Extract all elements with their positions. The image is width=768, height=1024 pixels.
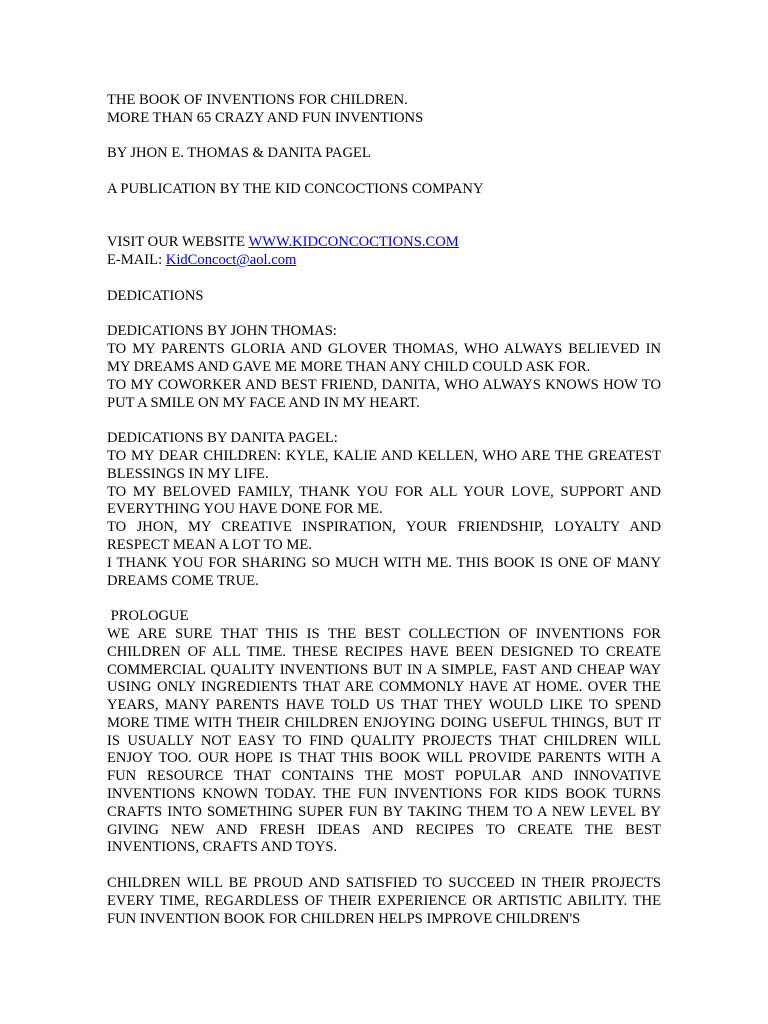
email-link[interactable]: KidConcoct@aol.com bbox=[165, 252, 297, 269]
dedication-paragraph: TO MY DEAR CHILDREN: KYLE, KALIE AND KELLEN, WHO ARE THE GREATEST BLESSINGS IN MY LIFE. bbox=[107, 447, 661, 482]
dedication-paragraph: TO MY BELOVED FAMILY, THANK YOU FOR ALL YOUR LOVE, SUPPORT AND EVERYTHING YOU HAVE DONE FOR ME. bbox=[107, 483, 661, 518]
prologue-paragraph: CHILDREN WILL BE PROUD AND SATISFIED TO SUCCEED IN THEIR PROJECTS EVERY TIME, REGARDLESS OF THEIR EXPERIENCE OR ARTISTIC ABILITY. THE FUN INVENTION BOOK FOR CHILDREN HELPS IMPROVE CHILDREN'S bbox=[107, 875, 661, 927]
book-title-line-1: THE BOOK OF INVENTIONS FOR CHILDREN. bbox=[107, 92, 408, 108]
spacer bbox=[107, 590, 661, 608]
book-title-line-2: MORE THAN 65 CRAZY AND FUN INVENTIONS bbox=[107, 109, 424, 126]
spacer bbox=[107, 199, 661, 235]
byline: BY JHON E. THOMAS & DANITA PAGEL bbox=[107, 145, 371, 162]
prologue-heading: PROLOGUE bbox=[107, 608, 189, 625]
spacer bbox=[107, 412, 661, 430]
website-label: VISIT OUR WEBSITE bbox=[107, 234, 249, 251]
dedication-paragraph: TO MY PARENTS GLORIA AND GLOVER THOMAS, WHO ALWAYS BELIEVED IN MY DREAMS AND GAVE ME MORE THAN ANY CHILD COULD ASK FOR. bbox=[107, 341, 661, 375]
dedication-paragraph: TO JHON, MY CREATIVE INSPIRATION, YOUR FRIENDSHIP, LOYALTY AND RESPECT MEAN A LOT TO ME. bbox=[107, 519, 661, 553]
spacer bbox=[107, 270, 661, 288]
email-label: E-MAIL: bbox=[107, 252, 166, 269]
prologue-paragraph: WE ARE SURE THAT THIS IS THE BEST COLLECTION OF INVENTIONS FOR CHILDREN OF ALL TIME. THESE RECIPES HAVE BEEN DESIGNED TO CREATE COMMERCIAL QUALITY INVENTIONS BUT IN A SIMPLE, FAST AND CHEAP WAY USING ONLY INGREDIENTS THAT ARE COMMONLY HAVE AT HOME. OVER THE YEARS, MANY PARENTS HAVE TOLD US THAT THEY WOULD LIKE TO SPEND MORE TIME WITH THEIR CHILDREN ENJOYING DOING USEFUL THINGS, BUT IT IS USUALLY NOT EASY TO FIND QUALITY PROJECTS THAT CHILDREN WILL ENJOY TOO. OUR HOPE IS THAT THIS BOOK WILL PROVIDE PARENTS WITH A FUN RESOURCE THAT CONTAINS THE MOST POPULAR AND INNOVATIVE INVENTIONS KNOWN TODAY. THE FUN INVENTIONS FOR KIDS BOOK TURNS CRAFTS INTO SOMETHING SUPER FUN BY TAKING THEM TO A NEW LEVEL BY GIVING NEW AND FRESH IDEAS AND RECIPES TO CREATE THE BEST INVENTIONS, CRAFTS AND TOYS. bbox=[107, 625, 661, 856]
dedication-paragraph: TO MY COWORKER AND BEST FRIEND, DANITA, WHO ALWAYS KNOWS HOW TO PUT A SMILE ON MY FACE AND IN MY HEART. bbox=[107, 376, 661, 411]
spacer bbox=[107, 857, 661, 875]
spacer bbox=[107, 306, 661, 324]
dedication-paragraph: I THANK YOU FOR SHARING SO MUCH WITH ME. THIS BOOK IS ONE OF MANY DREAMS COME TRUE. bbox=[107, 554, 661, 589]
website-link[interactable]: WWW.KIDCONCOCTIONS.COM bbox=[248, 234, 459, 251]
document-page bbox=[107, 92, 661, 928]
dedications-heading: DEDICATIONS bbox=[107, 287, 204, 304]
spacer bbox=[107, 128, 661, 146]
website-line bbox=[107, 234, 661, 252]
email-line bbox=[107, 252, 661, 270]
dedications-danita-heading: DEDICATIONS BY DANITA PAGEL: bbox=[107, 430, 338, 447]
spacer bbox=[107, 163, 661, 181]
dedications-john-heading: DEDICATIONS BY JOHN THOMAS: bbox=[107, 323, 337, 340]
publisher-line: A PUBLICATION BY THE KID CONCOCTIONS COMPANY bbox=[107, 180, 484, 197]
